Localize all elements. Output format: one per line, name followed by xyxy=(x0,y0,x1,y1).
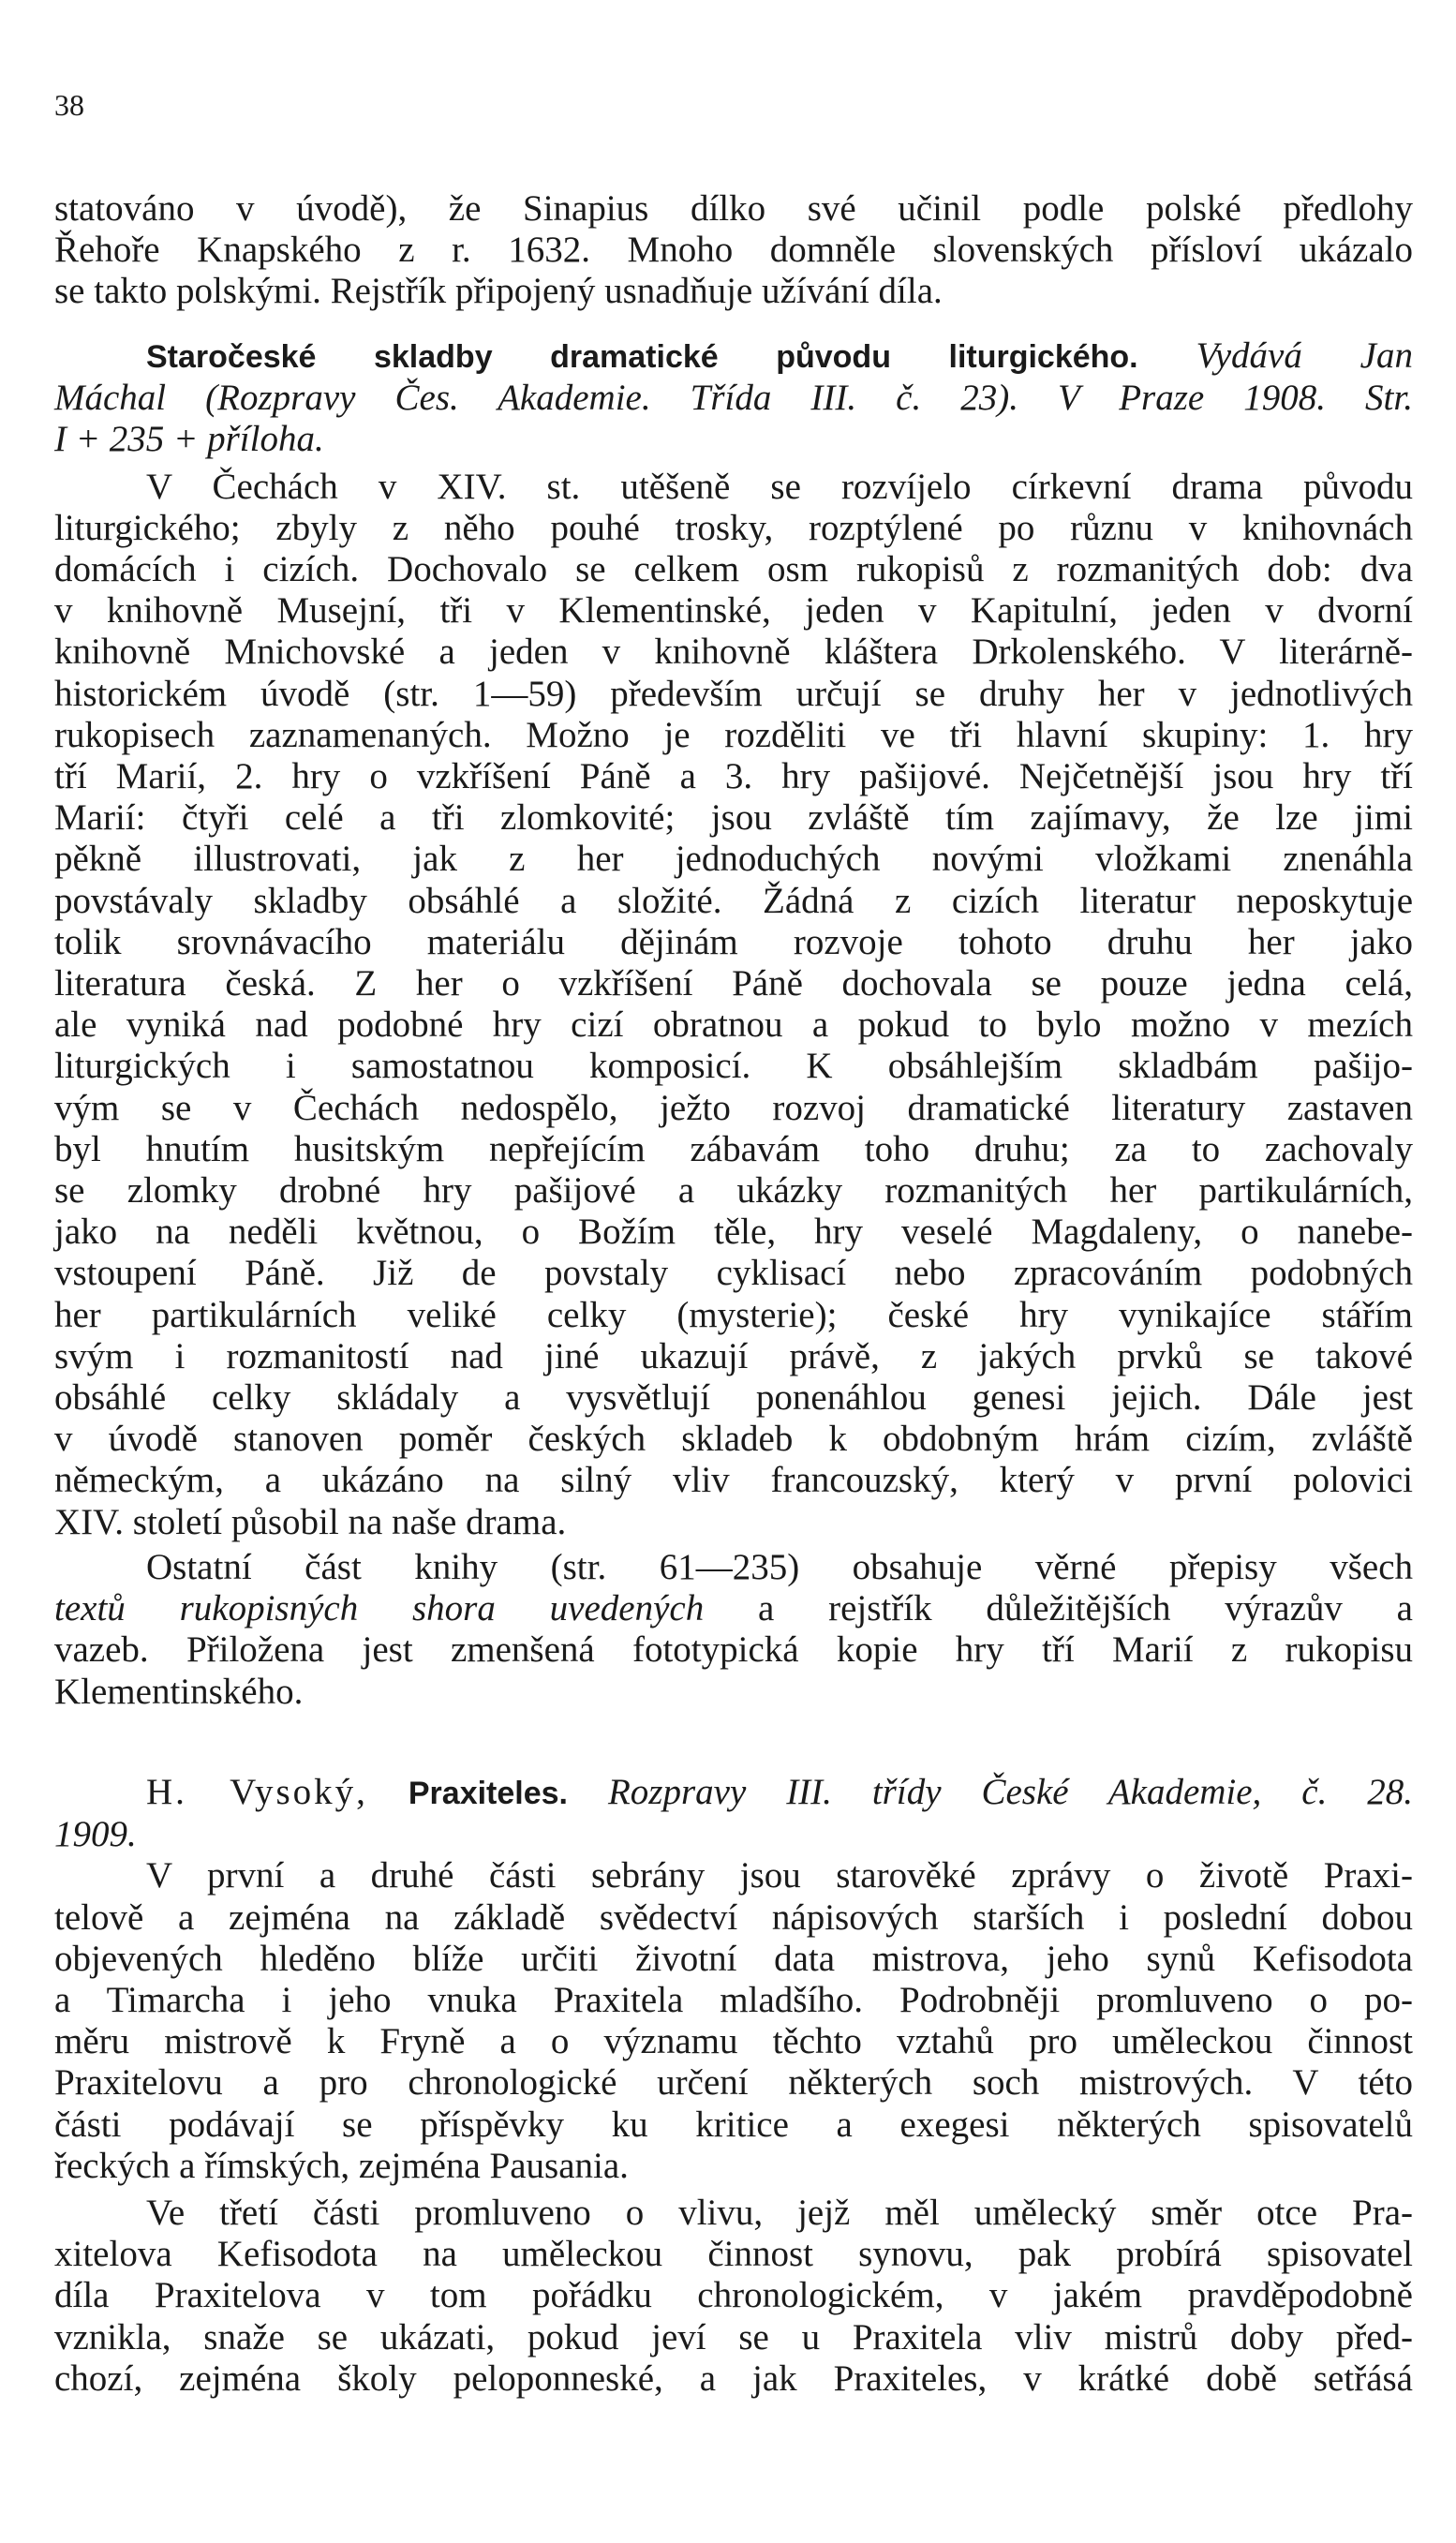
text-line: tolik srovnávacího materiálu dějinám rozvoje tohoto druhu her jako xyxy=(54,921,1413,962)
text-line: Ostatní část knihy (str. 61—235) obsahuje věrné přepisy všech xyxy=(146,1546,1413,1587)
text-line: statováno v úvodě), že Sinapius dílko své učinil podle polské předlohy xyxy=(54,188,1413,229)
book-source-line: Máchal (Rozpravy Čes. Akademie. Třída III. č. 23). V Praze 1908. Str. xyxy=(54,378,1413,419)
book-year: 1909. xyxy=(54,1814,137,1855)
text-line: Marií: čtyři celé a tři zlomkovité; jsou zvláště tím zajímavy, že lze jimi xyxy=(54,797,1413,839)
text-line: historickém úvodě (str. 1—59) především určují se druhy her v jednotlivých xyxy=(54,673,1413,714)
review-author: H. Vysoký, xyxy=(146,1772,368,1812)
book-source: Rozpravy III. třídy České Akademie, č. 28. xyxy=(607,1772,1414,1812)
text-line: díla Praxitelova v tom pořádku chronologickém, v jakém pravděpodobně xyxy=(54,2275,1413,2316)
text-line: V Čechách v XIV. st. utěšeně se rozvíjelo církevní drama původu xyxy=(146,466,1413,507)
text-line: vazeb. Přiložena jest zmenšená fototypická kopie hry tří Marií z rukopisu xyxy=(54,1629,1413,1671)
text-line: měru mistrově k Fryně a o významu těchto vztahů pro uměleckou činnost xyxy=(54,2021,1413,2062)
page-number: 38 xyxy=(54,88,84,122)
section-continuation xyxy=(54,188,1413,313)
text-line: Praxitelovu a pro chronologické určení některých soch mistrových. V této xyxy=(54,2062,1413,2104)
text-line: rukopisech zaznamenaných. Možno je rozděliti ve tři hlavní skupiny: 1. hry xyxy=(54,714,1413,755)
text-line: se zlomky drobné hry pašijové a ukázky rozmanitých her partikulárních, xyxy=(54,1170,1413,1212)
text-line: xitelova Kefisodota na uměleckou činnost synovu, pak probírá spisovatel xyxy=(54,2234,1413,2275)
text-line: objevených hleděno blíže určiti životní data mistrova, jeho synů Kefisodota xyxy=(54,1938,1413,1979)
text-line: řeckých a římských, zejména Pausania. xyxy=(54,2145,629,2186)
book-title: Staročeské skladby dramatické původu liturgického. xyxy=(146,339,1138,375)
text-line: XIV. století působil na naše drama. xyxy=(54,1501,567,1542)
review-paragraph xyxy=(54,1855,1413,2187)
book-title: Praxiteles. xyxy=(408,1776,568,1811)
review-paragraph xyxy=(54,2193,1413,2400)
text-line: V první a druhé části sebrány jsou starověké zprávy o životě Praxi- xyxy=(146,1855,1413,1896)
text-line: pěkně illustrovati, jak z her jednoduchých novými vložkami znenáhla xyxy=(54,839,1413,880)
text-line: Ve třetí části promluveno o vlivu, jejž měl umělecký směr otce Pra- xyxy=(146,2193,1413,2234)
text-line: svým i rozmanitostí nad jiné ukazují právě, z jakých prvků se takové xyxy=(54,1335,1413,1376)
italic-phrase: textů rukopisných shora uvedených xyxy=(54,1588,705,1629)
text-line: se takto polskými. Rejstřík připojený usnadňuje užívání díla. xyxy=(54,271,943,312)
text-line: vznikla, snaže se ukázati, pokud jeví se u Praxitela vliv mistrů doby před- xyxy=(54,2316,1413,2357)
text-line: vstoupení Páně. Již de povstaly cyklisací nebo zpracováním podobných xyxy=(54,1253,1413,1294)
text-line: německým, a ukázáno na silný vliv francouzský, který v první polovici xyxy=(54,1460,1413,1501)
text-line: liturgického; zbyly z něho pouhé trosky, rozptýlené po různu v knihovnách xyxy=(54,507,1413,548)
text-line: Řehoře Knapského z r. 1632. Mnoho domněle slovenských přísloví ukázalo xyxy=(54,230,1413,271)
book-editor: Vydává Jan xyxy=(1196,335,1413,376)
text-line: obsáhlé celky skládaly a vysvětlují ponenáhlou genesi jejich. Dále jest xyxy=(54,1377,1413,1419)
text-line: Klementinského. xyxy=(54,1671,304,1712)
text-line: domácích i cizích. Dochovalo se celkem osm rukopisů z rozmanitých dob: dva xyxy=(54,549,1413,590)
text-line: části podávají se příspěvky ku kritice a exegesi některých spisovatelů xyxy=(54,2104,1413,2145)
text-line: jako na neděli květnou, o Božím těle, hry veselé Magdaleny, o nanebe- xyxy=(54,1212,1413,1253)
review-praxiteles xyxy=(54,1772,1413,2400)
text-fragment: a rejstřík důležitějších výrazův a xyxy=(758,1588,1413,1629)
text-line: a Timarcha i jeho vnuka Praxitela mladšího. Podrobněji promluveno o po- xyxy=(54,1980,1413,2021)
text-line: knihovně Mnichovské a jeden v knihovně kláštera Drkolenského. V literárně- xyxy=(54,632,1413,673)
book-pages-line: I + 235 + příloha. xyxy=(54,419,324,460)
text-line: vým se v Čechách nedospělo, ježto rozvoj dramatické literatury zastaven xyxy=(54,1087,1413,1128)
text-line: tří Marií, 2. hry o vzkříšení Páně a 3. hry pašijové. Nejčetnější jsou hry tří xyxy=(54,756,1413,797)
text-line: liturgických i samostatnou komposicí. K obsáhlejším skladbám pašijo- xyxy=(54,1046,1413,1087)
review-heading-line xyxy=(54,1772,1413,1814)
review-heading-line xyxy=(54,335,1413,378)
review-paragraph xyxy=(54,467,1413,1543)
text-line: byl hnutím husitským nepřejícím zábavám toho druhu; za to zachovaly xyxy=(54,1128,1413,1169)
review-paragraph xyxy=(54,1547,1413,1713)
text-line: v knihovně Musejní, tři v Klementinské, jeden v Kapitulní, jeden v dvorní xyxy=(54,590,1413,632)
text-line: chozí, zejména školy peloponneské, a jak Praxiteles, v krátké době setřásá xyxy=(54,2357,1413,2399)
review-staroceske-skladby xyxy=(54,335,1413,1713)
text-line: ale vyniká nad podobné hry cizí obratnou a pokud to bylo možno v mezích xyxy=(54,1004,1413,1046)
text-line: telově a zejména na základě svědectví nápisových starších i poslední dobou xyxy=(54,1896,1413,1938)
text-line: povstávaly skladby obsáhlé a složité. Žádná z cizích literatur neposkytuje xyxy=(54,880,1413,921)
text-line: her partikulárních veliké celky (mysterie); české hry vynikajíce stářím xyxy=(54,1294,1413,1335)
text-line xyxy=(54,1588,1413,1629)
text-line: v úvodě stanoven poměr českých skladeb k obdobným hrám cizím, zvláště xyxy=(54,1419,1413,1460)
text-line: literatura česká. Z her o vzkříšení Páně dochovala se pouze jedna celá, xyxy=(54,963,1413,1004)
